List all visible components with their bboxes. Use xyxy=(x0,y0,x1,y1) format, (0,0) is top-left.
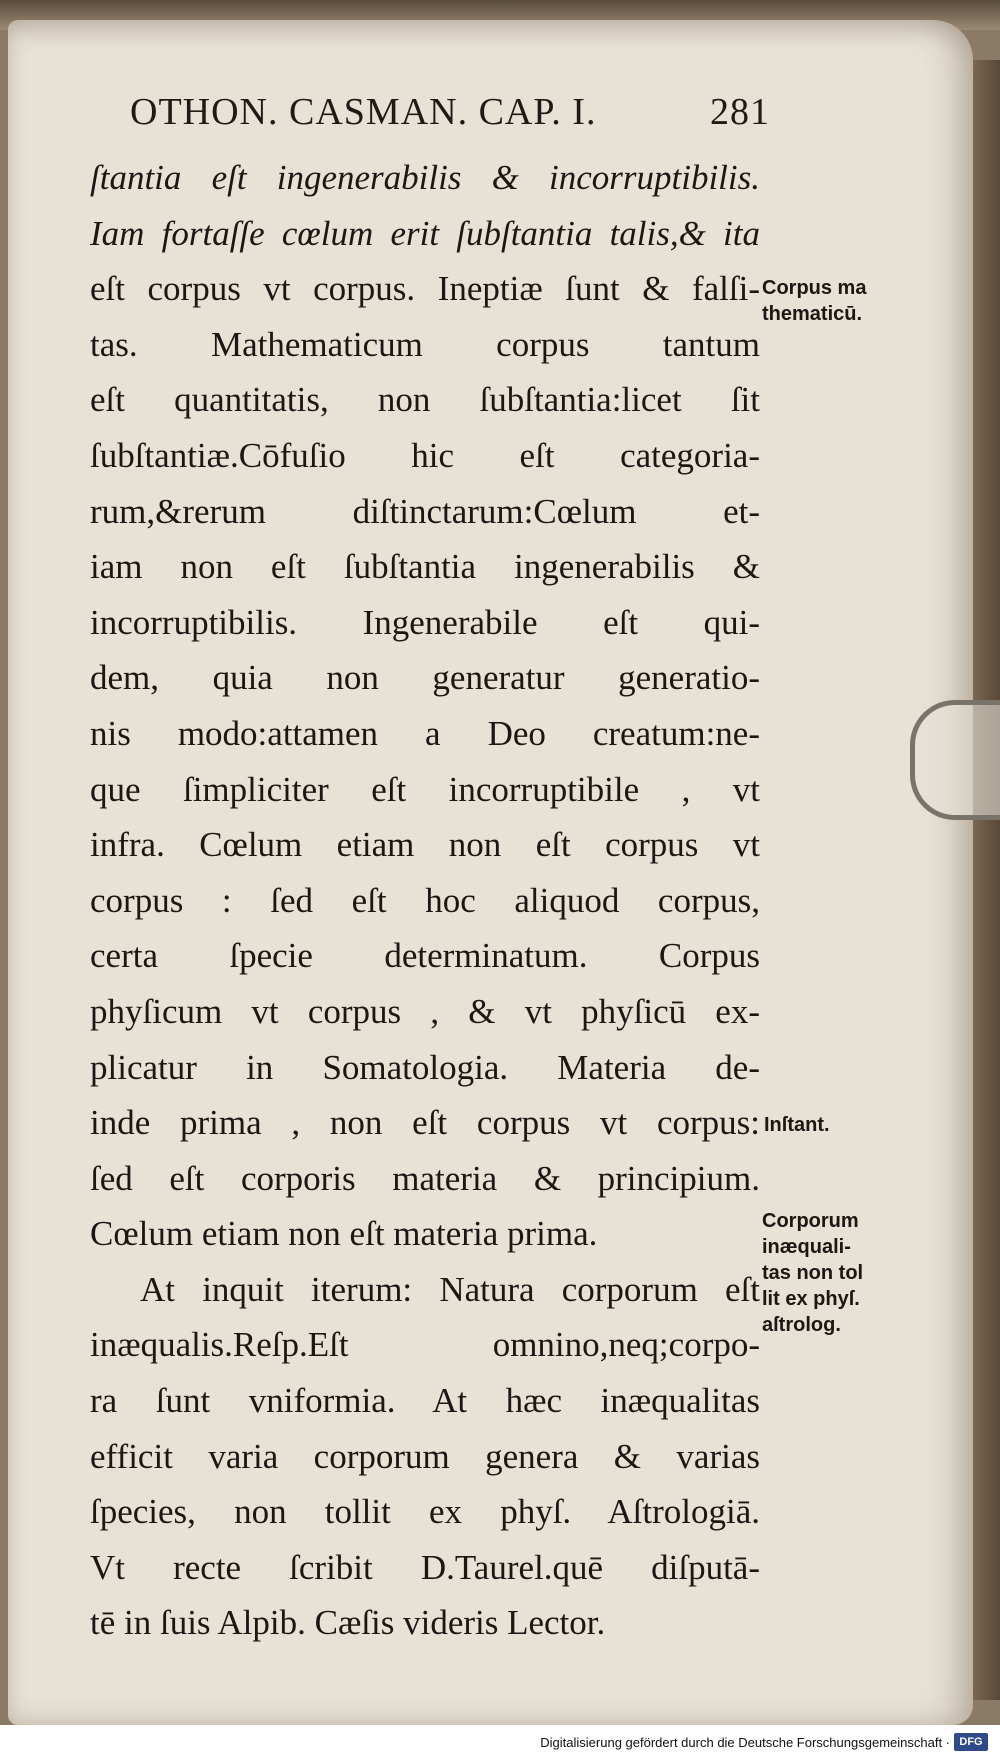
text-line: inæqualis.Reſp.Eſt omnino,neq;corpo- xyxy=(90,1325,760,1365)
text-line: infra. Cœlum etiam non eſt corpus vt xyxy=(90,825,760,865)
text-line: que ſimpliciter eſt incorruptibile , vt xyxy=(90,769,760,809)
margin-note-corpus-mathematicum xyxy=(762,275,866,327)
text-line: Vt recte ſcribit D.Taurel.quē diſputā- xyxy=(90,1547,760,1587)
margin-note-line: thematicū. xyxy=(762,303,863,325)
margin-note-line: Corpus ma xyxy=(762,277,867,299)
page-clip xyxy=(910,700,1000,820)
text-line: ſtantia eſt ingenerabilis & incorruptibilis. xyxy=(90,158,760,197)
funding-credit: Digitalisierung gefördert durch die Deutsche Forschungsgemeinschaft · xyxy=(540,1735,950,1750)
dfg-logo-icon: DFG xyxy=(954,1733,988,1751)
text-line: tē in ſuis Alpib. Cæſis videris Lector. xyxy=(90,1603,606,1643)
margin-note-instant xyxy=(764,1112,830,1138)
margin-note-line: tas non tol xyxy=(762,1262,864,1284)
text-line: ſpecies, non tollit ex phyſ. Aſtrologiā. xyxy=(90,1492,760,1532)
text-line: rum,&rerum diſtinctarum:Cœlum et- xyxy=(90,491,760,531)
body-text xyxy=(90,150,760,1651)
page-number: 281 xyxy=(710,91,770,133)
text-line: corpus : ſed eſt hoc aliquod corpus, xyxy=(90,880,760,920)
margin-note-line: lit ex phyſ. xyxy=(762,1288,860,1310)
text-line: nis modo:attamen a Deo creatum:ne- xyxy=(90,713,760,753)
footer-bar xyxy=(0,1725,1000,1761)
margin-note-corporum-inaequalitas xyxy=(762,1208,863,1338)
text-line: ſubſtantiæ.Cōfuſio hic eſt categoria- xyxy=(90,435,760,475)
text-line: incorruptibilis. Ingenerabile eſt qui- xyxy=(90,602,760,642)
margin-note-line: inæquali- xyxy=(762,1236,851,1258)
text-line: iam non eſt ſubſtantia ingenerabilis & xyxy=(90,547,760,587)
book-right-edge xyxy=(970,60,1000,1700)
text-line: phyſicum vt corpus , & vt phyſicū ex- xyxy=(90,991,760,1031)
text-line: Cœlum etiam non eſt materia prima. xyxy=(90,1214,598,1254)
text-line: eſt corpus vt corpus. Ineptiæ ſunt & falſi- xyxy=(90,269,760,309)
page-header xyxy=(130,90,770,134)
text-line: dem, quia non generatur generatio- xyxy=(90,658,760,698)
text-line: plicatur in Somatologia. Materia de- xyxy=(90,1047,760,1087)
text-line: eſt quantitatis, non ſubſtantia:licet ſit xyxy=(90,380,760,420)
margin-note-line: aſtrolog. xyxy=(762,1314,841,1336)
margin-note-line: Inſtant. xyxy=(764,1114,830,1136)
running-title: OTHON. CASMAN. CAP. I. xyxy=(130,91,597,133)
text-line: tas. Mathematicum corpus tantum xyxy=(90,324,760,364)
text-line: ra ſunt vniformia. At hæc inæqualitas xyxy=(90,1381,760,1421)
text-line: ſed eſt corporis materia & principium. xyxy=(90,1158,760,1198)
text-line: At inquit iterum: Natura corporum eſt xyxy=(140,1269,760,1309)
text-line: inde prima , non eſt corpus vt corpus: xyxy=(90,1103,760,1143)
text-line: Iam fortaſſe cœlum erit ſubſtantia talis,& ita xyxy=(90,213,760,253)
text-line: efficit varia corporum genera & varias xyxy=(90,1436,760,1476)
text-line: certa ſpecie determinatum. Corpus xyxy=(90,936,760,976)
margin-note-line: Corporum xyxy=(762,1210,859,1232)
